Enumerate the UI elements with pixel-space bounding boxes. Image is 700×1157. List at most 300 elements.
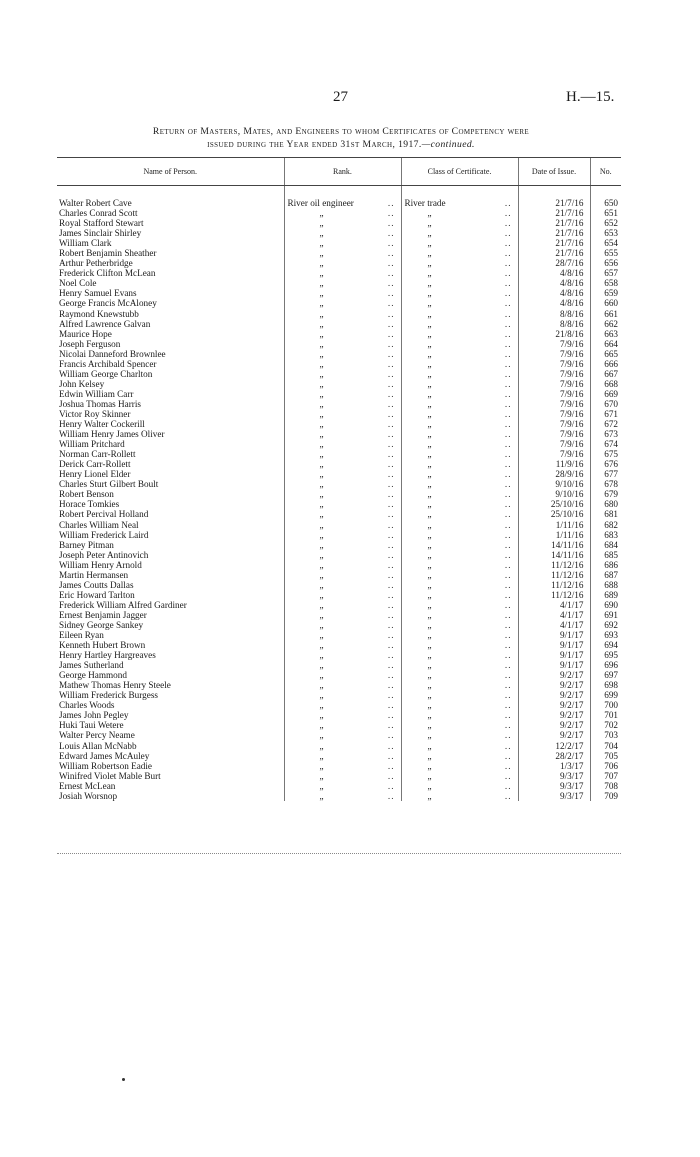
class-ditto: „	[427, 308, 432, 319]
class-cell	[401, 288, 518, 298]
person-name-cell	[57, 479, 284, 489]
table-row	[57, 248, 621, 258]
person-name-cell	[57, 248, 284, 258]
leader-dots: ..	[504, 710, 512, 721]
table-row	[57, 369, 621, 379]
certificate-number: 696	[590, 660, 621, 670]
class-cell	[401, 700, 518, 710]
certificate-number: 697	[590, 670, 621, 680]
person-name-cell	[57, 339, 284, 349]
class-cell	[401, 720, 518, 730]
person-name: Noel Cole	[59, 278, 97, 289]
leader-dots: ..	[504, 630, 512, 641]
person-name: Huki Taui Wetere	[59, 720, 124, 731]
rank-cell	[284, 690, 401, 700]
leader-dots: ..	[387, 529, 395, 540]
certificate-number: 689	[590, 590, 621, 600]
person-name-cell	[57, 680, 284, 690]
leader-dots: ..	[387, 479, 395, 490]
rank-cell	[284, 339, 401, 349]
certificate-number: 670	[590, 399, 621, 409]
table-bottom-rule	[57, 853, 621, 854]
person-name-cell	[57, 620, 284, 630]
table-row	[57, 218, 621, 228]
person-name-cell	[57, 389, 284, 399]
rank-cell	[284, 489, 401, 499]
certificate-number: 667	[590, 369, 621, 379]
class-ditto: „	[427, 348, 432, 359]
class-ditto: „	[427, 660, 432, 671]
leader-dots: ..	[387, 348, 395, 359]
leader-dots: ..	[504, 419, 512, 430]
person-name-cell	[57, 530, 284, 540]
class-ditto: „	[427, 408, 432, 419]
certificate-number: 684	[590, 540, 621, 550]
rank-ditto: „	[319, 599, 324, 610]
class-ditto: „	[427, 650, 432, 661]
person-name-cell	[57, 208, 284, 218]
date-of-issue: 1/3/17	[518, 761, 590, 771]
rank-ditto: „	[319, 670, 324, 681]
class-ditto: „	[427, 388, 432, 399]
leader-dots: ..	[387, 720, 395, 731]
rank-ditto: „	[319, 318, 324, 329]
person-name-cell	[57, 741, 284, 751]
class-cell	[401, 329, 518, 339]
rank-cell	[284, 600, 401, 610]
class-cell	[401, 550, 518, 560]
rank-ditto: „	[319, 569, 324, 580]
certificate-number: 707	[590, 771, 621, 781]
class-ditto: „	[427, 258, 432, 269]
leader-dots: ..	[504, 459, 512, 470]
class-ditto: „	[427, 509, 432, 520]
class-cell	[401, 339, 518, 349]
class-ditto: „	[427, 680, 432, 691]
rank-cell	[284, 298, 401, 308]
rank-ditto: „	[319, 358, 324, 369]
leader-dots: ..	[387, 338, 395, 349]
title-line-1: Return of Masters, Mates, and Engineers to whom Certificates of Competency were	[152, 126, 530, 137]
rank-ditto: „	[319, 750, 324, 761]
date-of-issue: 21/7/16	[518, 238, 590, 248]
rank-cell	[284, 550, 401, 560]
class-ditto: „	[427, 559, 432, 570]
leader-dots: ..	[387, 449, 395, 460]
rank-cell	[284, 670, 401, 680]
leader-dots: ..	[504, 589, 512, 600]
class-ditto: „	[427, 579, 432, 590]
person-name: Robert Benson	[59, 489, 114, 500]
leader-dots: ..	[504, 760, 512, 771]
person-name: James Sutherland	[59, 660, 124, 671]
table-row	[57, 761, 621, 771]
person-name: William Henry Arnold	[59, 559, 142, 570]
leader-dots: ..	[387, 539, 395, 550]
rank-ditto: „	[319, 509, 324, 520]
certificate-number: 698	[590, 680, 621, 690]
class-cell	[401, 449, 518, 459]
date-of-issue: 4/8/16	[518, 288, 590, 298]
certificate-number: 685	[590, 550, 621, 560]
leader-dots: ..	[504, 599, 512, 610]
date-of-issue: 1/11/16	[518, 530, 590, 540]
person-name: William Frederick Burgess	[59, 690, 158, 701]
leader-dots: ..	[504, 439, 512, 450]
rank-cell	[284, 309, 401, 319]
date-of-issue: 21/7/16	[518, 228, 590, 238]
column-header-number: No.	[590, 158, 621, 186]
rank-cell	[284, 268, 401, 278]
person-name-cell	[57, 459, 284, 469]
table-row	[57, 550, 621, 560]
date-of-issue: 7/9/16	[518, 399, 590, 409]
table-row	[57, 570, 621, 580]
certificate-number: 652	[590, 218, 621, 228]
table-row	[57, 208, 621, 218]
table-row	[57, 439, 621, 449]
person-name-cell	[57, 409, 284, 419]
certificate-number: 656	[590, 258, 621, 268]
rank-cell	[284, 730, 401, 740]
class-cell	[401, 710, 518, 720]
rank-cell	[284, 439, 401, 449]
person-name: Charles Woods	[59, 700, 115, 711]
table-row	[57, 751, 621, 761]
table-row	[57, 389, 621, 399]
rank-cell	[284, 560, 401, 570]
class-ditto: „	[427, 449, 432, 460]
leader-dots: ..	[504, 398, 512, 409]
rank-ditto: „	[319, 589, 324, 600]
certificate-number: 655	[590, 248, 621, 258]
title-line-2-suffix: —continued.	[421, 139, 475, 150]
rank-cell	[284, 288, 401, 298]
class-cell	[401, 208, 518, 218]
date-of-issue: 9/3/17	[518, 781, 590, 791]
certificate-number: 669	[590, 389, 621, 399]
date-of-issue: 11/12/16	[518, 590, 590, 600]
leader-dots: ..	[387, 630, 395, 641]
person-name-cell	[57, 630, 284, 640]
leader-dots: ..	[387, 278, 395, 289]
date-of-issue: 7/9/16	[518, 439, 590, 449]
table-row	[57, 670, 621, 680]
leader-dots: ..	[387, 218, 395, 229]
rank-cell	[284, 228, 401, 238]
table-row	[57, 429, 621, 439]
person-name-cell	[57, 610, 284, 620]
person-name: Henry Walter Cockerill	[59, 419, 145, 430]
leader-dots: ..	[387, 660, 395, 671]
class-cell	[401, 459, 518, 469]
rank-ditto: „	[319, 519, 324, 530]
date-of-issue: 9/2/17	[518, 710, 590, 720]
rank-ditto: „	[319, 730, 324, 741]
rank-cell	[284, 540, 401, 550]
leader-dots: ..	[504, 288, 512, 299]
rank-cell	[284, 278, 401, 288]
rank-cell	[284, 650, 401, 660]
class-ditto: „	[427, 469, 432, 480]
table-row	[57, 700, 621, 710]
person-name-cell	[57, 751, 284, 761]
class-cell	[401, 730, 518, 740]
table-row	[57, 791, 621, 801]
table-row	[57, 650, 621, 660]
leader-dots: ..	[387, 589, 395, 600]
person-name: Ernest McLean	[59, 780, 116, 791]
rank-ditto: „	[319, 258, 324, 269]
rank-cell	[284, 700, 401, 710]
rank-ditto: „	[319, 650, 324, 661]
person-name: Arthur Petherbridge	[59, 258, 133, 269]
date-of-issue: 21/8/16	[518, 329, 590, 339]
class-cell	[401, 530, 518, 540]
rank-ditto: „	[319, 338, 324, 349]
leader-dots: ..	[387, 248, 395, 259]
class-ditto: „	[427, 358, 432, 369]
person-name: Francis Archibald Spencer	[59, 358, 157, 369]
rank-ditto: „	[319, 499, 324, 510]
person-name: Henry Hartley Hargreaves	[59, 650, 156, 661]
class-cell	[401, 319, 518, 329]
certificate-number: 677	[590, 469, 621, 479]
table-row	[57, 620, 621, 630]
rank-ditto: „	[319, 740, 324, 751]
leader-dots: ..	[504, 559, 512, 570]
person-name-cell	[57, 660, 284, 670]
rank-cell	[284, 570, 401, 580]
rank-ditto: „	[319, 469, 324, 480]
leader-dots: ..	[504, 469, 512, 480]
class-cell	[401, 409, 518, 419]
date-of-issue: 9/2/17	[518, 730, 590, 740]
date-of-issue: 9/2/17	[518, 720, 590, 730]
person-name: Louis Allan McNabb	[59, 740, 137, 751]
class-cell	[401, 620, 518, 630]
table-row	[57, 600, 621, 610]
person-name-cell	[57, 439, 284, 449]
certificate-number: 701	[590, 710, 621, 720]
certificate-number: 660	[590, 298, 621, 308]
leader-dots: ..	[504, 519, 512, 530]
person-name: Sidney George Sankey	[59, 619, 144, 630]
class-ditto: „	[427, 549, 432, 560]
leader-dots: ..	[387, 288, 395, 299]
person-name-cell	[57, 228, 284, 238]
leader-dots: ..	[504, 549, 512, 560]
person-name-cell	[57, 540, 284, 550]
leader-dots: ..	[387, 700, 395, 711]
person-name: Edwin William Carr	[59, 388, 134, 399]
person-name-cell	[57, 650, 284, 660]
leader-dots: ..	[504, 318, 512, 329]
leader-dots: ..	[387, 499, 395, 510]
leader-dots: ..	[504, 499, 512, 510]
certificate-number: 691	[590, 610, 621, 620]
class-cell	[401, 570, 518, 580]
leader-dots: ..	[387, 459, 395, 470]
table-row	[57, 359, 621, 369]
table-row	[57, 690, 621, 700]
column-header-name: Name of Person.	[57, 158, 284, 186]
certificate-number: 703	[590, 730, 621, 740]
class-ditto: „	[427, 790, 432, 801]
class-cell	[401, 680, 518, 690]
rank-ditto: „	[319, 539, 324, 550]
person-name: Maurice Hope	[59, 328, 112, 339]
leader-dots: ..	[387, 740, 395, 751]
table-row	[57, 278, 621, 288]
table-row	[57, 288, 621, 298]
table-row	[57, 298, 621, 308]
class-cell	[401, 771, 518, 781]
certificate-number: 674	[590, 439, 621, 449]
certificate-number: 663	[590, 329, 621, 339]
rank-cell	[284, 479, 401, 489]
person-name: Eric Howard Tarlton	[59, 589, 135, 600]
certificate-number: 699	[590, 690, 621, 700]
certificate-number: 679	[590, 489, 621, 499]
rank-ditto: „	[319, 348, 324, 359]
leader-dots: ..	[504, 268, 512, 279]
class-ditto: „	[427, 318, 432, 329]
leader-dots: ..	[387, 710, 395, 721]
class-ditto: „	[427, 730, 432, 741]
date-of-issue: 21/7/16	[518, 208, 590, 218]
rank-ditto: „	[319, 368, 324, 379]
class-cell	[401, 560, 518, 570]
leader-dots: ..	[387, 609, 395, 620]
class-cell	[401, 429, 518, 439]
date-of-issue: 11/12/16	[518, 560, 590, 570]
class-ditto: „	[427, 298, 432, 309]
class-cell	[401, 268, 518, 278]
person-name: William George Charlton	[59, 368, 153, 379]
leader-dots: ..	[387, 770, 395, 781]
class-cell	[401, 660, 518, 670]
certificate-number: 693	[590, 630, 621, 640]
person-name-cell	[57, 379, 284, 389]
person-name: Raymond Knewstubb	[59, 308, 139, 319]
rank-cell	[284, 449, 401, 459]
person-name: Edward James McAuley	[59, 750, 150, 761]
class-cell	[401, 741, 518, 751]
person-name: Victor Roy Skinner	[59, 408, 131, 419]
rank-ditto: „	[319, 790, 324, 801]
rank-cell	[284, 429, 401, 439]
date-of-issue: 8/8/16	[518, 309, 590, 319]
rank-cell	[284, 359, 401, 369]
certificate-number: 709	[590, 791, 621, 801]
leader-dots: ..	[387, 308, 395, 319]
date-of-issue: 12/2/17	[518, 741, 590, 751]
leader-dots: ..	[387, 559, 395, 570]
leader-dots: ..	[504, 660, 512, 671]
class-cell	[401, 479, 518, 489]
class-cell	[401, 309, 518, 319]
rank-ditto: „	[319, 218, 324, 229]
rank-cell	[284, 590, 401, 600]
class-ditto: „	[427, 228, 432, 239]
date-of-issue: 7/9/16	[518, 409, 590, 419]
leader-dots: ..	[504, 569, 512, 580]
class-cell	[401, 761, 518, 771]
table-row	[57, 228, 621, 238]
person-name-cell	[57, 550, 284, 560]
class-ditto: „	[427, 630, 432, 641]
table-header-row	[57, 158, 621, 186]
rank-ditto: „	[319, 489, 324, 500]
person-name-cell	[57, 449, 284, 459]
class-ditto: „	[427, 539, 432, 550]
date-of-issue: 4/8/16	[518, 268, 590, 278]
leader-dots: ..	[387, 328, 395, 339]
leader-dots: ..	[504, 529, 512, 540]
leader-dots: ..	[387, 388, 395, 399]
person-name-cell	[57, 771, 284, 781]
leader-dots: ..	[504, 489, 512, 500]
rank-cell	[284, 610, 401, 620]
table-row	[57, 720, 621, 730]
person-name: James John Pegley	[59, 710, 129, 721]
class-ditto: „	[427, 248, 432, 259]
table-row	[57, 560, 621, 570]
table-row	[57, 590, 621, 600]
date-of-issue: 9/2/17	[518, 680, 590, 690]
leader-dots: ..	[387, 790, 395, 801]
person-name: Joseph Ferguson	[59, 338, 121, 349]
rank-cell	[284, 791, 401, 801]
leader-dots: ..	[387, 469, 395, 480]
person-name-cell	[57, 278, 284, 288]
date-of-issue: 9/10/16	[518, 479, 590, 489]
class-ditto: „	[427, 569, 432, 580]
person-name: Henry Samuel Evans	[59, 288, 137, 299]
leader-dots: ..	[387, 228, 395, 239]
person-name-cell	[57, 489, 284, 499]
leader-dots: ..	[504, 640, 512, 651]
certificate-number: 662	[590, 319, 621, 329]
class-ditto: „	[427, 519, 432, 530]
person-name: Charles William Neal	[59, 519, 139, 530]
certificate-number: 690	[590, 600, 621, 610]
date-of-issue: 7/9/16	[518, 339, 590, 349]
rank-cell	[284, 248, 401, 258]
table-row	[57, 530, 621, 540]
person-name: Martin Hermansen	[59, 569, 129, 580]
date-of-issue: 28/9/16	[518, 469, 590, 479]
person-name: Henry Lionel Elder	[59, 469, 131, 480]
certificate-number: 688	[590, 580, 621, 590]
page-number: 27	[333, 89, 348, 105]
rank-ditto: „	[319, 770, 324, 781]
certificate-number: 668	[590, 379, 621, 389]
person-name: Robert Percival Holland	[59, 509, 149, 520]
certificate-number: 653	[590, 228, 621, 238]
person-name-cell	[57, 710, 284, 720]
rank-cell	[284, 469, 401, 479]
rank-ditto: „	[319, 208, 324, 219]
date-of-issue: 9/1/17	[518, 630, 590, 640]
leader-dots: ..	[504, 619, 512, 630]
class-ditto: „	[427, 619, 432, 630]
rank-cell	[284, 620, 401, 630]
leader-dots: ..	[504, 198, 512, 208]
class-ditto: „	[427, 640, 432, 651]
leader-dots: ..	[387, 640, 395, 651]
